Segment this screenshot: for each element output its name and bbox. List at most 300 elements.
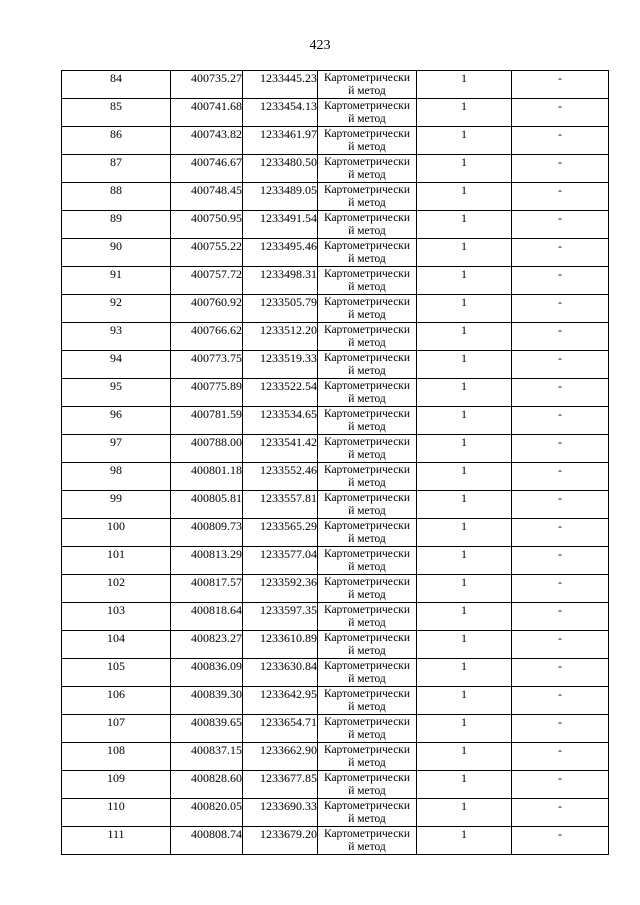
description-cell (512, 687, 609, 715)
description-cell (512, 323, 609, 351)
method-cell (318, 267, 417, 295)
y-coordinate-cell-text: 1233610.89 (260, 631, 317, 645)
y-coordinate-cell (243, 379, 318, 407)
table-row (62, 491, 609, 519)
point-number-cell (62, 771, 171, 799)
x-coordinate-cell-text: 400750.95 (191, 211, 242, 225)
y-coordinate-cell (243, 155, 318, 183)
method-cell-text: Картометрически й метод (323, 408, 411, 433)
description-cell (512, 127, 609, 155)
accuracy-cell-text: 1 (461, 295, 467, 309)
x-coordinate-cell (171, 463, 243, 491)
accuracy-cell-text: 1 (461, 99, 467, 113)
description-cell (512, 547, 609, 575)
y-coordinate-cell (243, 463, 318, 491)
x-coordinate-cell-text: 400801.18 (191, 463, 242, 477)
y-coordinate-cell-text: 1233597.35 (260, 603, 317, 617)
description-cell (512, 463, 609, 491)
accuracy-cell (417, 771, 512, 799)
point-number-cell (62, 687, 171, 715)
table-row (62, 771, 609, 799)
method-cell (318, 743, 417, 771)
y-coordinate-cell (243, 715, 318, 743)
point-number-cell (62, 463, 171, 491)
x-coordinate-cell (171, 687, 243, 715)
accuracy-cell-text: 1 (461, 743, 467, 757)
x-coordinate-cell-text: 400839.30 (191, 687, 242, 701)
point-number-cell-text: 98 (110, 463, 122, 477)
method-cell-text: Картометрически й метод (323, 632, 411, 657)
point-number-cell-text: 85 (110, 99, 122, 113)
point-number-cell (62, 743, 171, 771)
y-coordinate-cell (243, 71, 318, 99)
accuracy-cell (417, 603, 512, 631)
y-coordinate-cell (243, 827, 318, 855)
x-coordinate-cell (171, 127, 243, 155)
y-coordinate-cell (243, 211, 318, 239)
method-cell-text: Картометрически й метод (323, 800, 411, 825)
accuracy-cell-text: 1 (461, 71, 467, 85)
method-cell-text: Картометрически й метод (323, 772, 411, 797)
table-row (62, 687, 609, 715)
method-cell (318, 351, 417, 379)
x-coordinate-cell-text: 400755.22 (191, 239, 242, 253)
x-coordinate-cell-text: 400805.81 (191, 491, 242, 505)
description-cell (512, 771, 609, 799)
point-number-cell (62, 519, 171, 547)
point-number-cell-text: 93 (110, 323, 122, 337)
y-coordinate-cell-text: 1233505.79 (260, 295, 317, 309)
method-cell-text: Картометрически й метод (323, 660, 411, 685)
x-coordinate-cell (171, 351, 243, 379)
accuracy-cell (417, 351, 512, 379)
y-coordinate-cell-text: 1233630.84 (260, 659, 317, 673)
method-cell (318, 519, 417, 547)
point-number-cell (62, 407, 171, 435)
x-coordinate-cell-text: 400757.72 (191, 267, 242, 281)
description-cell-text: - (558, 71, 562, 85)
y-coordinate-cell-text: 1233541.42 (260, 435, 317, 449)
description-cell-text: - (558, 435, 562, 449)
y-coordinate-cell-text: 1233454.13 (260, 99, 317, 113)
description-cell (512, 407, 609, 435)
description-cell-text: - (558, 827, 562, 841)
point-number-cell (62, 267, 171, 295)
x-coordinate-cell-text: 400828.60 (191, 771, 242, 785)
x-coordinate-cell (171, 239, 243, 267)
description-cell (512, 603, 609, 631)
accuracy-cell-text: 1 (461, 155, 467, 169)
method-cell (318, 631, 417, 659)
x-coordinate-cell-text: 400823.27 (191, 631, 242, 645)
point-number-cell-text: 87 (110, 155, 122, 169)
y-coordinate-cell-text: 1233642.95 (260, 687, 317, 701)
y-coordinate-cell-text: 1233662.90 (260, 743, 317, 757)
x-coordinate-cell-text: 400817.57 (191, 575, 242, 589)
description-cell-text: - (558, 547, 562, 561)
point-number-cell-text: 94 (110, 351, 122, 365)
y-coordinate-cell (243, 491, 318, 519)
x-coordinate-cell-text: 400809.73 (191, 519, 242, 533)
y-coordinate-cell (243, 603, 318, 631)
y-coordinate-cell (243, 687, 318, 715)
method-cell (318, 323, 417, 351)
point-number-cell-text: 102 (107, 575, 125, 589)
description-cell (512, 631, 609, 659)
point-number-cell (62, 827, 171, 855)
point-number-cell-text: 84 (110, 71, 122, 85)
point-number-cell (62, 575, 171, 603)
description-cell-text: - (558, 183, 562, 197)
accuracy-cell-text: 1 (461, 519, 467, 533)
y-coordinate-cell (243, 771, 318, 799)
point-number-cell (62, 239, 171, 267)
accuracy-cell-text: 1 (461, 799, 467, 813)
point-number-cell-text: 91 (110, 267, 122, 281)
accuracy-cell (417, 239, 512, 267)
y-coordinate-cell (243, 659, 318, 687)
point-number-cell (62, 351, 171, 379)
point-number-cell (62, 603, 171, 631)
accuracy-cell (417, 715, 512, 743)
method-cell (318, 547, 417, 575)
description-cell-text: - (558, 99, 562, 113)
point-number-cell-text: 106 (107, 687, 125, 701)
method-cell (318, 211, 417, 239)
accuracy-cell-text: 1 (461, 827, 467, 841)
table-row (62, 323, 609, 351)
method-cell-text: Картометрически й метод (323, 268, 411, 293)
y-coordinate-cell (243, 295, 318, 323)
y-coordinate-cell (243, 127, 318, 155)
table-row (62, 519, 609, 547)
method-cell (318, 379, 417, 407)
y-coordinate-cell-text: 1233677.85 (260, 771, 317, 785)
y-coordinate-cell-text: 1233498.31 (260, 267, 317, 281)
method-cell (318, 99, 417, 127)
method-cell-text: Картометрически й метод (323, 492, 411, 517)
description-cell (512, 659, 609, 687)
point-number-cell (62, 435, 171, 463)
point-number-cell-text: 110 (107, 799, 125, 813)
description-cell (512, 351, 609, 379)
x-coordinate-cell-text: 400839.65 (191, 715, 242, 729)
x-coordinate-cell (171, 799, 243, 827)
x-coordinate-cell-text: 400837.15 (191, 743, 242, 757)
table-row (62, 155, 609, 183)
y-coordinate-cell (243, 631, 318, 659)
point-number-cell (62, 379, 171, 407)
accuracy-cell (417, 519, 512, 547)
point-number-cell-text: 109 (107, 771, 125, 785)
point-number-cell (62, 295, 171, 323)
x-coordinate-cell-text: 400766.62 (191, 323, 242, 337)
accuracy-cell (417, 463, 512, 491)
accuracy-cell (417, 575, 512, 603)
x-coordinate-cell-text: 400741.68 (191, 99, 242, 113)
table-row (62, 463, 609, 491)
method-cell (318, 155, 417, 183)
method-cell-text: Картометрически й метод (323, 212, 411, 237)
accuracy-cell (417, 799, 512, 827)
point-number-cell (62, 547, 171, 575)
table-row (62, 71, 609, 99)
table-row (62, 631, 609, 659)
method-cell (318, 799, 417, 827)
description-cell (512, 715, 609, 743)
description-cell-text: - (558, 743, 562, 757)
method-cell (318, 239, 417, 267)
method-cell-text: Картометрически й метод (323, 100, 411, 125)
point-number-cell-text: 97 (110, 435, 122, 449)
y-coordinate-cell-text: 1233445.23 (260, 71, 317, 85)
description-cell-text: - (558, 379, 562, 393)
method-cell-text: Картометрически й метод (323, 688, 411, 713)
description-cell (512, 183, 609, 211)
x-coordinate-cell (171, 435, 243, 463)
y-coordinate-cell (243, 323, 318, 351)
table-row (62, 547, 609, 575)
method-cell-text: Картометрически й метод (323, 520, 411, 545)
point-number-cell-text: 99 (110, 491, 122, 505)
y-coordinate-cell-text: 1233534.65 (260, 407, 317, 421)
description-cell-text: - (558, 351, 562, 365)
table-row (62, 239, 609, 267)
method-cell (318, 407, 417, 435)
accuracy-cell (417, 827, 512, 855)
description-cell (512, 491, 609, 519)
method-cell (318, 183, 417, 211)
method-cell-text: Картометрически й метод (323, 296, 411, 321)
table-row (62, 127, 609, 155)
accuracy-cell-text: 1 (461, 659, 467, 673)
point-number-cell (62, 491, 171, 519)
description-cell-text: - (558, 575, 562, 589)
description-cell-text: - (558, 771, 562, 785)
method-cell-text: Картометрически й метод (323, 240, 411, 265)
accuracy-cell (417, 407, 512, 435)
description-cell (512, 575, 609, 603)
x-coordinate-cell (171, 407, 243, 435)
description-cell-text: - (558, 155, 562, 169)
y-coordinate-cell (243, 99, 318, 127)
x-coordinate-cell-text: 400788.00 (191, 435, 242, 449)
accuracy-cell-text: 1 (461, 547, 467, 561)
description-cell (512, 519, 609, 547)
accuracy-cell-text: 1 (461, 211, 467, 225)
description-cell-text: - (558, 603, 562, 617)
description-cell-text: - (558, 491, 562, 505)
y-coordinate-cell (243, 267, 318, 295)
y-coordinate-cell-text: 1233679.20 (260, 827, 317, 841)
y-coordinate-cell-text: 1233654.71 (260, 715, 317, 729)
point-number-cell-text: 104 (107, 631, 125, 645)
page-number: 423 (309, 38, 331, 53)
y-coordinate-cell-text: 1233489.05 (260, 183, 317, 197)
point-number-cell (62, 323, 171, 351)
table-row (62, 379, 609, 407)
accuracy-cell (417, 743, 512, 771)
description-cell-text: - (558, 211, 562, 225)
x-coordinate-cell-text: 400781.59 (191, 407, 242, 421)
x-coordinate-cell-text: 400775.89 (191, 379, 242, 393)
method-cell-text: Картометрически й метод (323, 156, 411, 181)
x-coordinate-cell (171, 659, 243, 687)
accuracy-cell (417, 211, 512, 239)
table-row (62, 351, 609, 379)
y-coordinate-cell-text: 1233557.81 (260, 491, 317, 505)
x-coordinate-cell (171, 71, 243, 99)
method-cell-text: Картометрически й метод (323, 576, 411, 601)
x-coordinate-cell (171, 155, 243, 183)
point-number-cell-text: 101 (107, 547, 125, 561)
description-cell (512, 267, 609, 295)
table-row (62, 99, 609, 127)
x-coordinate-cell (171, 211, 243, 239)
method-cell-text: Картометрически й метод (323, 128, 411, 153)
description-cell-text: - (558, 407, 562, 421)
description-cell (512, 211, 609, 239)
point-number-cell (62, 183, 171, 211)
accuracy-cell-text: 1 (461, 127, 467, 141)
table-row (62, 827, 609, 855)
x-coordinate-cell (171, 491, 243, 519)
description-cell (512, 799, 609, 827)
point-number-cell-text: 108 (107, 743, 125, 757)
description-cell-text: - (558, 127, 562, 141)
method-cell (318, 687, 417, 715)
table-row (62, 295, 609, 323)
accuracy-cell-text: 1 (461, 351, 467, 365)
accuracy-cell-text: 1 (461, 715, 467, 729)
point-number-cell-text: 92 (110, 295, 122, 309)
point-number-cell-text: 88 (110, 183, 122, 197)
point-number-cell-text: 96 (110, 407, 122, 421)
accuracy-cell (417, 267, 512, 295)
accuracy-cell (417, 127, 512, 155)
table-row (62, 435, 609, 463)
point-number-cell-text: 100 (107, 519, 125, 533)
coordinates-table-body (62, 71, 609, 855)
y-coordinate-cell-text: 1233577.04 (260, 547, 317, 561)
y-coordinate-cell-text: 1233519.33 (260, 351, 317, 365)
y-coordinate-cell-text: 1233491.54 (260, 211, 317, 225)
y-coordinate-cell (243, 435, 318, 463)
method-cell (318, 603, 417, 631)
accuracy-cell-text: 1 (461, 183, 467, 197)
method-cell (318, 295, 417, 323)
accuracy-cell-text: 1 (461, 771, 467, 785)
point-number-cell (62, 71, 171, 99)
method-cell (318, 575, 417, 603)
method-cell (318, 715, 417, 743)
accuracy-cell (417, 295, 512, 323)
point-number-cell (62, 127, 171, 155)
accuracy-cell (417, 547, 512, 575)
table-row (62, 575, 609, 603)
x-coordinate-cell (171, 267, 243, 295)
accuracy-cell-text: 1 (461, 435, 467, 449)
x-coordinate-cell-text: 400773.75 (191, 351, 242, 365)
point-number-cell-text: 89 (110, 211, 122, 225)
x-coordinate-cell (171, 771, 243, 799)
y-coordinate-cell-text: 1233495.46 (260, 239, 317, 253)
method-cell (318, 827, 417, 855)
description-cell-text: - (558, 687, 562, 701)
point-number-cell-text: 95 (110, 379, 122, 393)
table-row (62, 211, 609, 239)
point-number-cell-text: 90 (110, 239, 122, 253)
accuracy-cell (417, 379, 512, 407)
description-cell (512, 379, 609, 407)
y-coordinate-cell-text: 1233480.50 (260, 155, 317, 169)
y-coordinate-cell (243, 183, 318, 211)
accuracy-cell-text: 1 (461, 631, 467, 645)
description-cell (512, 295, 609, 323)
method-cell-text: Картометрически й метод (323, 716, 411, 741)
accuracy-cell-text: 1 (461, 687, 467, 701)
x-coordinate-cell-text: 400746.67 (191, 155, 242, 169)
accuracy-cell (417, 491, 512, 519)
point-number-cell (62, 631, 171, 659)
method-cell-text: Картометрически й метод (323, 72, 411, 97)
accuracy-cell-text: 1 (461, 575, 467, 589)
accuracy-cell-text: 1 (461, 463, 467, 477)
method-cell-text: Картометрически й метод (323, 464, 411, 489)
x-coordinate-cell (171, 603, 243, 631)
x-coordinate-cell (171, 631, 243, 659)
table-row (62, 407, 609, 435)
accuracy-cell-text: 1 (461, 407, 467, 421)
x-coordinate-cell-text: 400748.45 (191, 183, 242, 197)
accuracy-cell-text: 1 (461, 239, 467, 253)
x-coordinate-cell-text: 400813.29 (191, 547, 242, 561)
description-cell-text: - (558, 267, 562, 281)
y-coordinate-cell (243, 799, 318, 827)
x-coordinate-cell-text: 400808.74 (191, 827, 242, 841)
method-cell-text: Картометрически й метод (323, 352, 411, 377)
accuracy-cell-text: 1 (461, 491, 467, 505)
table-row (62, 799, 609, 827)
accuracy-cell (417, 155, 512, 183)
x-coordinate-cell (171, 183, 243, 211)
y-coordinate-cell-text: 1233592.36 (260, 575, 317, 589)
y-coordinate-cell-text: 1233522.54 (260, 379, 317, 393)
point-number-cell-text: 107 (107, 715, 125, 729)
accuracy-cell-text: 1 (461, 323, 467, 337)
description-cell (512, 71, 609, 99)
x-coordinate-cell (171, 99, 243, 127)
description-cell-text: - (558, 659, 562, 673)
description-cell-text: - (558, 631, 562, 645)
y-coordinate-cell-text: 1233461.97 (260, 127, 317, 141)
y-coordinate-cell-text: 1233565.29 (260, 519, 317, 533)
x-coordinate-cell (171, 547, 243, 575)
point-number-cell-text: 105 (107, 659, 125, 673)
method-cell-text: Картометрически й метод (323, 548, 411, 573)
y-coordinate-cell (243, 407, 318, 435)
point-number-cell (62, 715, 171, 743)
x-coordinate-cell (171, 379, 243, 407)
accuracy-cell (417, 71, 512, 99)
accuracy-cell-text: 1 (461, 267, 467, 281)
x-coordinate-cell (171, 743, 243, 771)
description-cell-text: - (558, 295, 562, 309)
point-number-cell (62, 659, 171, 687)
point-number-cell (62, 211, 171, 239)
method-cell-text: Картометрически й метод (323, 436, 411, 461)
method-cell (318, 491, 417, 519)
